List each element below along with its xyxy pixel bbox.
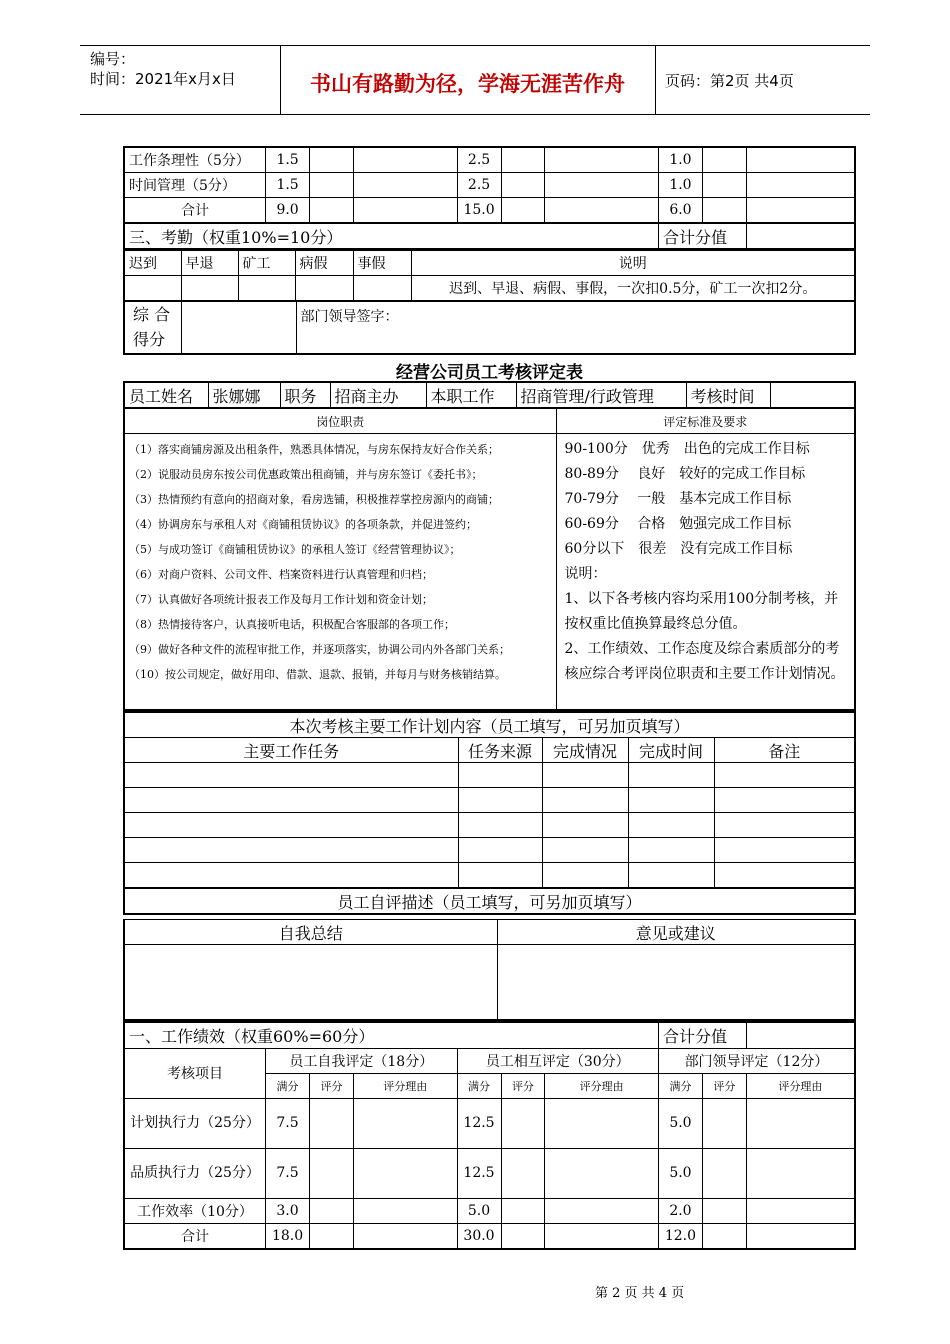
table-row: 合计 9.0 15.0 6.0 [124, 198, 855, 224]
list-item: 60-69分 合格 勉强完成工作目标 [564, 516, 792, 532]
attendance-title: 三、考勤（权重10%=10分） [124, 223, 659, 249]
continued-table [123, 146, 856, 250]
period-label: 考核时间 [686, 382, 770, 408]
total-score-label: 合计分值 [659, 223, 747, 249]
list-item: （10）按公司规定，做好用印、借款、退款、报销，并每月与财务核销结算。 [129, 668, 506, 681]
table-row[interactable] [124, 863, 855, 889]
suggestions-field[interactable] [497, 945, 855, 1020]
perf-total-label: 合计分值 [658, 1022, 746, 1048]
table-row: 品质执行力（25分） 7.5 12.5 5.0 [124, 1148, 855, 1198]
motto: 书山有路勤为径，学海无涯苦作舟 [310, 72, 625, 96]
list-item: 60分以下 很差 没有完成工作目标 [564, 541, 793, 557]
list-item: 90-100分 优秀 出色的完成工作目标 [564, 441, 810, 457]
page-footer: 第 2 页 共 4 页 [595, 1286, 685, 1301]
table-row[interactable] [124, 788, 855, 813]
self-title: 员工自评描述（员工填写，可另加页填写） [124, 888, 855, 914]
post-label: 职务 [280, 382, 330, 408]
job-value: 招商管理/行政管理 [516, 382, 686, 408]
list-item: （7）认真做好各项统计报表工作及每月工作计划和资金计划； [129, 593, 433, 606]
perf-total-field[interactable] [746, 1022, 855, 1048]
leader-sign: 部门领导签字： [296, 302, 855, 354]
table-row[interactable] [124, 763, 855, 788]
table-row: 工作效率（10分） 3.0 5.0 2.0 [124, 1198, 855, 1223]
composite-table [123, 301, 856, 355]
table-row[interactable] [124, 813, 855, 838]
work-plan-table: 本次考核主要工作计划内容（员工填写，可另加页填写） 主要工作任务 任务来源 完成情况 完成时间 备注 员工自评描述（员工填写，可另加页填写） [123, 711, 856, 915]
suggestions-label: 意见或建议 [497, 920, 855, 945]
duties-list [124, 434, 556, 710]
item-cell: 工作条理性（5分） [124, 147, 266, 173]
list-item: （6）对商户资料、公司文件、档案资料进行认真管理和归档； [129, 568, 433, 581]
list-item: 说明： [564, 566, 607, 582]
post-value: 招商主办 [330, 382, 426, 408]
list-item: 1、以下各考核内容均采用100分制考核，并按权重比值换算最终总分值。 [564, 591, 839, 632]
list-item: 70-79分 一般 基本完成工作目标 [564, 491, 792, 507]
attendance-note: 迟到、早退、病假、事假，一次扣0.5分，矿工一次扣2分。 [411, 276, 855, 302]
header-meta [90, 49, 236, 89]
date-label: 时间：2021年x月x日 [90, 70, 236, 88]
perf-title: 一、工作绩效（权重60%=60分） [124, 1022, 658, 1048]
name-value: 张娜娜 [208, 382, 280, 408]
item-cell: 时间管理（5分） [124, 173, 266, 198]
duties-criteria-table [123, 408, 856, 711]
attendance-table: 迟到 早退 矿工 病假 事假 说明 迟到、早退、病假、事假，一次扣0.5分，矿工一次扣2分。 [123, 250, 856, 302]
total-score-field[interactable] [746, 223, 855, 249]
criteria-header: 评定标准及要求 [556, 409, 855, 434]
form-title: 经营公司员工考核评定表 [396, 363, 583, 383]
list-item: 80-89分 良好 较好的完成工作目标 [564, 466, 806, 482]
list-item: （3）热情预约有意向的招商对象，看房选铺，积极推荐掌控房源内的商铺； [129, 493, 499, 506]
perf-item-label: 考核项目 [124, 1048, 266, 1098]
page-header [80, 45, 870, 115]
table-row[interactable] [124, 838, 855, 863]
evaluation-form [123, 381, 856, 409]
item-cell: 合计 [124, 198, 266, 224]
list-item: （2）说服动员房东按公司优惠政策出租商铺，并与房东签订《委托书》； [129, 468, 483, 481]
list-item: （1）落实商铺房源及出租条件，熟悉具体情况，与房东保持友好合作关系； [129, 443, 499, 456]
criteria-list [556, 434, 855, 710]
number-label: 编号： [90, 50, 136, 68]
table-row: 时间管理（5分） 1.5 2.5 1.0 [124, 173, 855, 198]
self-eval-table [123, 919, 856, 1021]
table-row: 工作条理性（5分） 1.5 2.5 1.0 [124, 147, 855, 173]
list-item: （4）协调房东与承租人对《商铺租赁协议》的各项条款，并促进签约； [129, 518, 477, 531]
self-summary-label: 自我总结 [124, 920, 497, 945]
table-row: 计划执行力（25分） 7.5 12.5 5.0 [124, 1098, 855, 1148]
plan-title: 本次考核主要工作计划内容（员工填写，可另加页填写） [124, 712, 855, 738]
duties-header: 岗位职责 [124, 409, 556, 434]
list-item: （8）热情接待客户，认真接听电话，积极配合客服部的各项工作； [129, 618, 455, 631]
list-item: （5）与成功签订《商铺租赁协议》的承租人签订《经营管理协议》； [129, 543, 461, 556]
period-field[interactable] [770, 382, 855, 408]
self-summary-field[interactable] [124, 945, 497, 1020]
list-item: 2、工作绩效、工作态度及综合素质部分的考核应综合考评岗位职责和主要工作计划情况。 [564, 641, 845, 682]
composite-score-field[interactable] [181, 302, 296, 354]
name-label: 员工姓名 [124, 382, 208, 408]
table-row: 合计 18.0 30.0 12.0 [124, 1223, 855, 1249]
performance-table: 一、工作绩效（权重60%=60分） 合计分值 考核项目 员工自我评定（18分） 员工相互评定（30分） 部门领导评定（12分） 满分 评分 评分理由 满分 评分 评分理由 满分 评分 评分理由 计划执行力（25分） 7.5 12.5 5.0 品质执行力（25分） 7.5 12.5 5.0 工作效率（10分） 3.0 5.0 2.0 合计 18.0 30.0 12.0 [123, 1021, 856, 1250]
composite-label: 综 合 得分 [124, 302, 181, 354]
job-label: 本职工作 [426, 382, 516, 408]
page-info: 页码：第2页 共4页 [665, 72, 794, 90]
list-item: （9）做好各种文件的流程审批工作，并逐项落实，协调公司内外各部门关系； [129, 643, 510, 656]
